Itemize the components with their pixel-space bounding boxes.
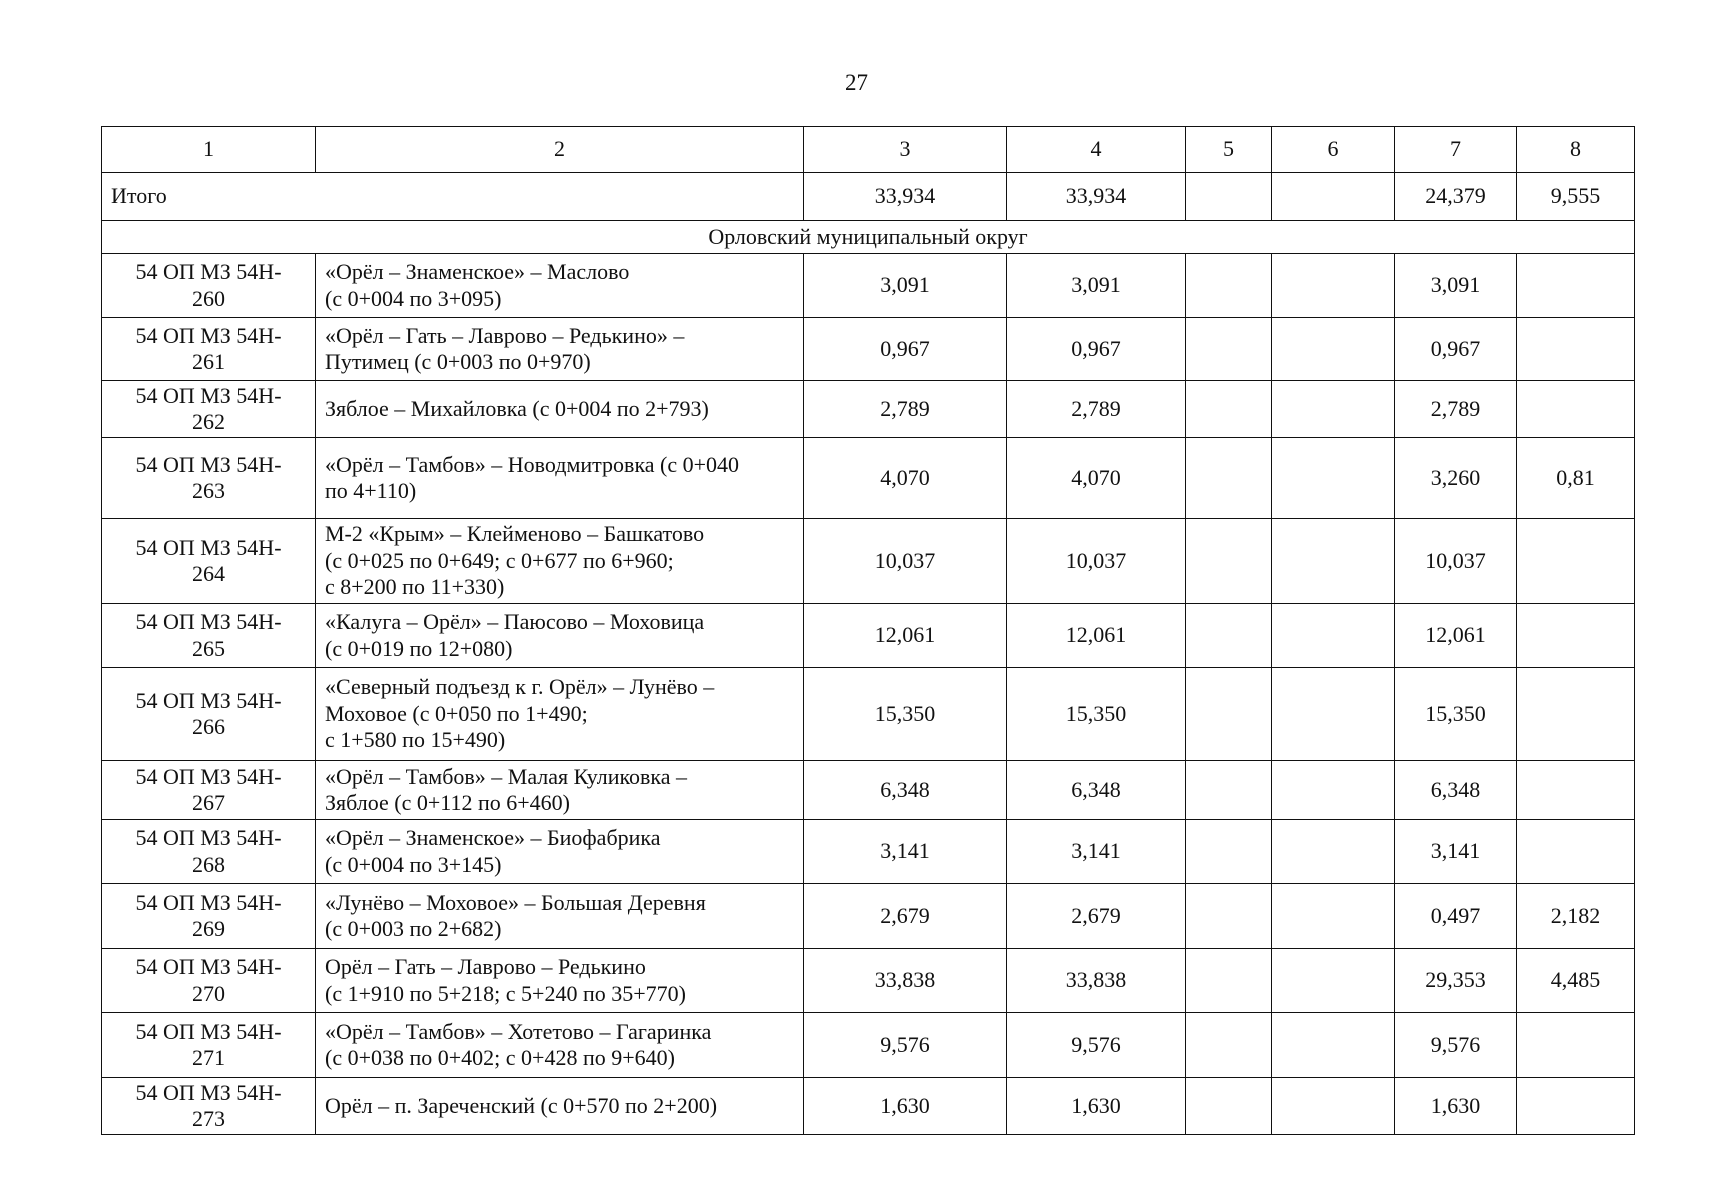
header-cell: 1 — [102, 127, 316, 173]
value-cell: 2,679 — [1007, 884, 1186, 949]
road-name-cell — [316, 1013, 804, 1078]
road-name-line: (с 0+003 по 2+682) — [325, 916, 502, 941]
value-cell: 4,070 — [804, 438, 1007, 519]
value-cell: 2,789 — [1395, 381, 1517, 438]
value-cell: 3,141 — [1395, 820, 1517, 884]
road-code-cell — [102, 884, 316, 949]
road-name-line: с 1+580 по 15+490) — [325, 727, 506, 753]
road-name-line: (с 0+025 по 0+649; с 0+677 по 6+960; — [325, 547, 674, 573]
value-cell: 2,789 — [1007, 381, 1186, 438]
value-cell: 10,037 — [1007, 519, 1186, 604]
total-cell — [1272, 173, 1395, 221]
value-cell — [1272, 949, 1395, 1013]
road-code-line: 54 ОП МЗ 54Н- — [135, 763, 282, 789]
road-code-line: 54 ОП МЗ 54Н- — [135, 1018, 282, 1044]
value-cell — [1272, 519, 1395, 604]
road-code-line: 273 — [192, 1106, 225, 1131]
header-cell: 6 — [1272, 127, 1395, 173]
road-code-line: 54 ОП МЗ 54Н- — [135, 259, 282, 285]
table-row — [102, 318, 1635, 381]
table-row — [102, 761, 1635, 820]
section-row — [102, 221, 1635, 254]
road-code-line: 267 — [192, 790, 225, 815]
table-row — [102, 438, 1635, 519]
value-cell: 0,967 — [804, 318, 1007, 381]
value-cell: 12,061 — [1395, 604, 1517, 668]
table-row — [102, 1078, 1635, 1135]
total-cell: 9,555 — [1517, 173, 1635, 221]
road-code-line: 54 ОП МЗ 54Н- — [135, 534, 282, 560]
road-name-line: Орёл – п. Зареченский (с 0+570 по 2+200) — [325, 1092, 718, 1118]
value-cell: 12,061 — [1007, 604, 1186, 668]
road-code-line: 269 — [192, 916, 225, 941]
value-cell — [1517, 1078, 1635, 1135]
road-code-line: 271 — [192, 1045, 225, 1070]
value-cell: 29,353 — [1395, 949, 1517, 1013]
road-code-cell — [102, 254, 316, 318]
road-code-line: 261 — [192, 349, 225, 374]
value-cell: 3,091 — [1007, 254, 1186, 318]
road-code-line: 54 ОП МЗ 54Н- — [135, 322, 282, 348]
road-name-line: «Орёл – Знаменское» – Маслово — [325, 259, 630, 285]
road-name-cell — [316, 438, 804, 519]
value-cell — [1186, 438, 1272, 519]
road-name-line: «Орёл – Гать – Лаврово – Редькино» – — [325, 322, 685, 348]
road-name-line: «Лунёво – Моховое» – Большая Деревня — [325, 889, 706, 915]
value-cell: 33,838 — [804, 949, 1007, 1013]
value-cell: 6,348 — [1007, 761, 1186, 820]
value-cell — [1517, 318, 1635, 381]
road-code-cell — [102, 820, 316, 884]
value-cell: 3,141 — [1007, 820, 1186, 884]
value-cell — [1272, 438, 1395, 519]
total-cell: 33,934 — [804, 173, 1007, 221]
value-cell: 3,091 — [1395, 254, 1517, 318]
header-cell: 3 — [804, 127, 1007, 173]
value-cell: 15,350 — [1007, 668, 1186, 761]
road-code-cell — [102, 438, 316, 519]
value-cell: 10,037 — [1395, 519, 1517, 604]
header-cell: 5 — [1186, 127, 1272, 173]
value-cell — [1272, 1078, 1395, 1135]
value-cell — [1186, 761, 1272, 820]
road-name-line: Зяблое (с 0+112 по 6+460) — [325, 790, 570, 815]
table-row — [102, 254, 1635, 318]
road-code-line: 54 ОП МЗ 54Н- — [135, 609, 282, 635]
value-cell — [1186, 884, 1272, 949]
road-code-line: 54 ОП МЗ 54Н- — [135, 1079, 282, 1105]
value-cell: 9,576 — [804, 1013, 1007, 1078]
value-cell — [1517, 761, 1635, 820]
road-name-cell — [316, 949, 804, 1013]
value-cell — [1517, 1013, 1635, 1078]
road-code-line: 262 — [192, 409, 225, 434]
road-code-line: 263 — [192, 478, 225, 503]
value-cell: 10,037 — [804, 519, 1007, 604]
value-cell: 3,141 — [804, 820, 1007, 884]
value-cell: 1,630 — [804, 1078, 1007, 1135]
table-row — [102, 668, 1635, 761]
road-name-line: (с 0+004 по 3+095) — [325, 285, 502, 311]
road-code-line: 54 ОП МЗ 54Н- — [135, 687, 282, 713]
road-code-cell — [102, 604, 316, 668]
total-label: Итого — [102, 173, 804, 221]
value-cell — [1517, 381, 1635, 438]
road-code-line: 54 ОП МЗ 54Н- — [135, 889, 282, 915]
value-cell: 1,630 — [1007, 1078, 1186, 1135]
header-row — [102, 127, 1635, 173]
value-cell: 0,81 — [1517, 438, 1635, 519]
road-name-line: (с 0+038 по 0+402; с 0+428 по 9+640) — [325, 1045, 675, 1070]
road-code-line: 264 — [192, 561, 225, 586]
value-cell — [1186, 604, 1272, 668]
value-cell — [1272, 318, 1395, 381]
value-cell — [1186, 949, 1272, 1013]
value-cell: 15,350 — [1395, 668, 1517, 761]
roads-table — [101, 126, 1635, 1135]
value-cell — [1272, 761, 1395, 820]
road-code-line: 54 ОП МЗ 54Н- — [135, 825, 282, 851]
road-name-cell — [316, 318, 804, 381]
value-cell: 15,350 — [804, 668, 1007, 761]
road-code-line: 266 — [192, 714, 225, 739]
value-cell — [1272, 254, 1395, 318]
road-name-cell — [316, 381, 804, 438]
value-cell: 2,789 — [804, 381, 1007, 438]
header-cell: 8 — [1517, 127, 1635, 173]
road-name-line: по 4+110) — [325, 478, 417, 503]
header-cell: 2 — [316, 127, 804, 173]
value-cell: 4,070 — [1007, 438, 1186, 519]
value-cell — [1186, 381, 1272, 438]
value-cell — [1186, 519, 1272, 604]
value-cell — [1517, 820, 1635, 884]
road-name-line: «Калуга – Орёл» – Паюсово – Моховица — [325, 609, 705, 635]
value-cell: 9,576 — [1395, 1013, 1517, 1078]
value-cell: 12,061 — [804, 604, 1007, 668]
section-title: Орловский муниципальный округ — [102, 221, 1635, 254]
value-cell — [1186, 1013, 1272, 1078]
value-cell: 4,485 — [1517, 949, 1635, 1013]
road-name-cell — [316, 668, 804, 761]
table-row — [102, 519, 1635, 604]
total-cell: 33,934 — [1007, 173, 1186, 221]
road-name-cell — [316, 254, 804, 318]
value-cell: 0,967 — [1395, 318, 1517, 381]
value-cell — [1517, 254, 1635, 318]
road-name-line: «Орёл – Знаменское» – Биофабрика — [325, 825, 661, 851]
table-row — [102, 820, 1635, 884]
road-name-line: с 8+200 по 11+330) — [325, 574, 505, 600]
road-name-line: (с 0+004 по 3+145) — [325, 851, 502, 877]
header-cell: 4 — [1007, 127, 1186, 173]
road-name-line: Моховое (с 0+050 по 1+490; — [325, 700, 588, 726]
road-code-line: 270 — [192, 980, 225, 1006]
road-name-line: (с 1+910 по 5+218; с 5+240 по 35+770) — [325, 980, 686, 1006]
road-name-line: Орёл – Гать – Лаврово – Редькино — [325, 954, 646, 980]
table-row — [102, 1013, 1635, 1078]
page-number: 27 — [845, 70, 868, 95]
value-cell — [1517, 519, 1635, 604]
road-name-cell — [316, 519, 804, 604]
total-cell: 24,379 — [1395, 173, 1517, 221]
value-cell — [1272, 1013, 1395, 1078]
value-cell — [1186, 820, 1272, 884]
table-row — [102, 949, 1635, 1013]
road-name-line: М-2 «Крым» – Клейменово – Башкатово — [325, 521, 705, 547]
road-code-cell — [102, 949, 316, 1013]
value-cell: 9,576 — [1007, 1013, 1186, 1078]
road-name-cell — [316, 884, 804, 949]
value-cell — [1272, 884, 1395, 949]
value-cell — [1186, 254, 1272, 318]
value-cell — [1186, 668, 1272, 761]
road-code-cell — [102, 381, 316, 438]
value-cell: 0,497 — [1395, 884, 1517, 949]
road-name-line: «Орёл – Тамбов» – Хотетово – Гагаринка — [325, 1018, 712, 1044]
value-cell: 3,091 — [804, 254, 1007, 318]
road-name-line: «Орёл – Тамбов» – Малая Куликовка – — [325, 763, 688, 789]
road-code-line: 265 — [192, 635, 225, 661]
table-row — [102, 884, 1635, 949]
road-name-cell — [316, 1078, 804, 1135]
road-name-line: «Орёл – Тамбов» – Новодмитровка (с 0+040 — [325, 451, 740, 477]
value-cell — [1517, 604, 1635, 668]
road-code-cell — [102, 668, 316, 761]
road-name-cell — [316, 604, 804, 668]
value-cell — [1517, 668, 1635, 761]
value-cell — [1272, 381, 1395, 438]
value-cell: 1,630 — [1395, 1078, 1517, 1135]
total-cell — [1186, 173, 1272, 221]
value-cell: 0,967 — [1007, 318, 1186, 381]
road-name-cell — [316, 820, 804, 884]
total-row — [102, 173, 1635, 221]
road-code-line: 54 ОП МЗ 54Н- — [135, 451, 282, 477]
road-code-line: 54 ОП МЗ 54Н- — [135, 382, 282, 408]
table-row — [102, 604, 1635, 668]
header-cell: 7 — [1395, 127, 1517, 173]
table-row — [102, 381, 1635, 438]
value-cell: 6,348 — [804, 761, 1007, 820]
road-code-cell — [102, 318, 316, 381]
road-code-line: 54 ОП МЗ 54Н- — [135, 954, 282, 980]
road-name-line: Зяблое – Михайловка (с 0+004 по 2+793) — [325, 395, 709, 421]
road-name-line: «Северный подъезд к г. Орёл» – Лунёво – — [325, 674, 715, 700]
value-cell: 2,182 — [1517, 884, 1635, 949]
value-cell — [1272, 604, 1395, 668]
value-cell: 3,260 — [1395, 438, 1517, 519]
value-cell: 33,838 — [1007, 949, 1186, 1013]
value-cell — [1186, 318, 1272, 381]
road-code-cell — [102, 519, 316, 604]
road-name-cell — [316, 761, 804, 820]
road-code-cell — [102, 1013, 316, 1078]
value-cell: 2,679 — [804, 884, 1007, 949]
road-name-line: (с 0+019 по 12+080) — [325, 635, 513, 661]
road-code-line: 260 — [192, 285, 225, 311]
value-cell: 6,348 — [1395, 761, 1517, 820]
value-cell — [1186, 1078, 1272, 1135]
value-cell — [1272, 668, 1395, 761]
road-code-line: 268 — [192, 851, 225, 877]
value-cell — [1272, 820, 1395, 884]
road-code-cell — [102, 1078, 316, 1135]
road-code-cell — [102, 761, 316, 820]
road-name-line: Путимец (с 0+003 по 0+970) — [325, 349, 591, 374]
